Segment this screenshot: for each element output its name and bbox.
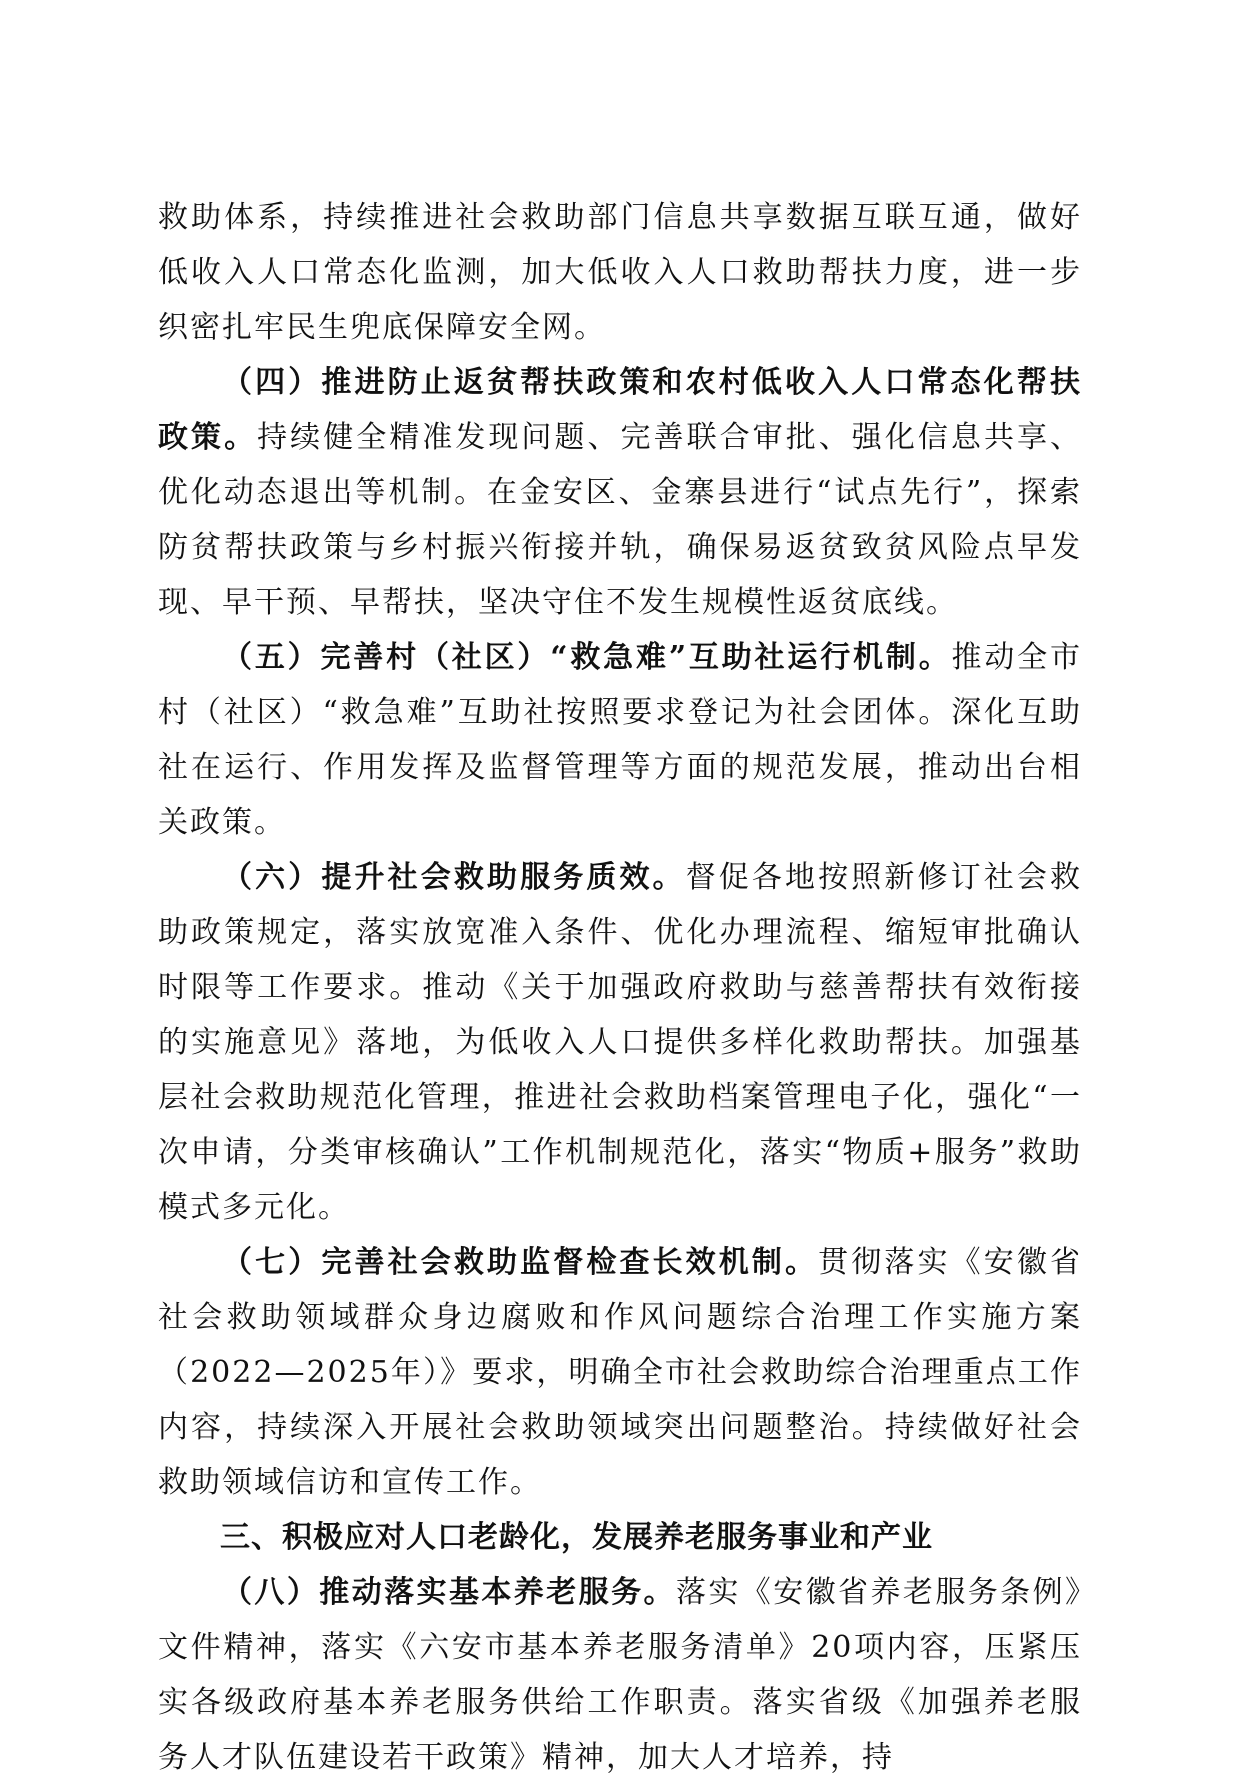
paragraph-text: 贯彻落实《安徽省社会救助领域群众身边腐败和作风问题综合治理工作实施方案（2022—2025年）》要求，明确全市社会救助综合治理重点工作内容，持续深入开展社会救助领域突出问题整治。持续做好社会救助领域信访和宣传工作。 (158, 1245, 1083, 1500)
paragraph-item-8 (158, 1565, 1082, 1785)
paragraph-heading: （八）推动落实基本养老服务。 (222, 1575, 676, 1610)
paragraph-heading: （五）完善村（社区）“救急难”互助社运行机制。 (222, 640, 952, 675)
paragraph-text: 推动全市村（社区）“救急难”互助社按照要求登记为社会团体。深化互助社在运行、作用发挥及监督管理等方面的规范发展，推动出台相关政策。 (158, 640, 1083, 840)
paragraph-item-6 (158, 850, 1082, 1235)
paragraph-heading: （六）提升社会救助服务质效。 (222, 860, 686, 895)
paragraph-item-4 (158, 355, 1082, 630)
paragraph-text: 落实《安徽省养老服务条例》文件精神，落实《六安市基本养老服务清单》20项内容，压紧压实各级政府基本养老服务供给工作职责。落实省级《加强养老服务人才队伍建设若干政策》精神，加大人才培养，持 (158, 1575, 1083, 1775)
document-page (158, 190, 1082, 1785)
paragraph-continued (158, 190, 1082, 355)
paragraph-item-7 (158, 1235, 1082, 1510)
paragraph-text: 救助体系，持续推进社会救助部门信息共享数据互联互通，做好低收入人口常态化监测，加大低收入人口救助帮扶力度，进一步织密扎牢民生兜底保障安全网。 (158, 200, 1082, 345)
section-title: 三、积极应对人口老龄化，发展养老服务事业和产业 (220, 1520, 933, 1555)
paragraph-text: 持续健全精准发现问题、完善联合审批、强化信息共享、优化动态退出等机制。在金安区、金寨县进行“试点先行”，探索防贫帮扶政策与乡村振兴衔接并轨，确保易返贫致贫风险点早发现、早干预、早帮扶，坚决守住不发生规模性返贫底线。 (158, 420, 1083, 620)
paragraph-heading: （四）推进防止返贫帮扶政策和农村低收入人口常态化帮扶政策。 (158, 365, 1082, 455)
paragraph-text: 督促各地按照新修订社会救助政策规定，落实放宽准入条件、优化办理流程、缩短审批确认时限等工作要求。推动《关于加强政府救助与慈善帮扶有效衔接的实施意见》落地，为低收入人口提供多样化救助帮扶。加强基层社会救助规范化管理，推进社会救助档案管理电子化，强化“一次申请，分类审核确认”工作机制规范化，落实“物质+服务”救助模式多元化。 (158, 860, 1083, 1225)
paragraph-heading: （七）完善社会救助监督检查长效机制。 (222, 1245, 819, 1280)
paragraph-item-5 (158, 630, 1082, 850)
